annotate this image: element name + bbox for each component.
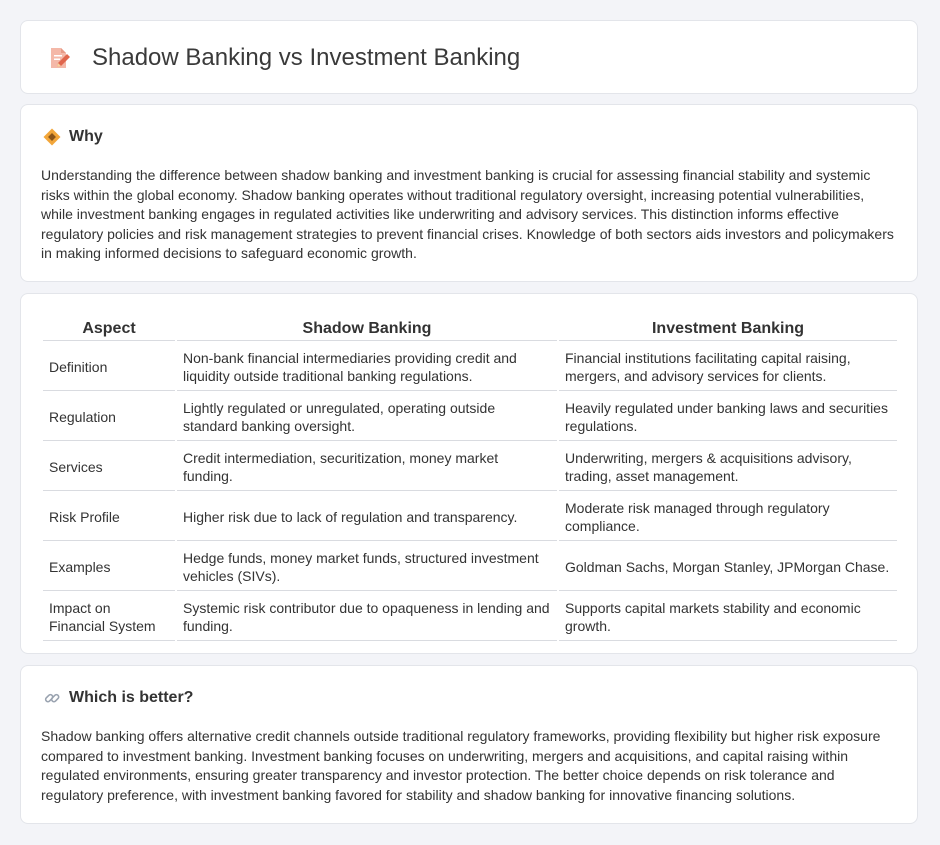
investment-cell: Supports capital markets stability and economic growth. — [559, 593, 897, 641]
why-text: Understanding the difference between shadow banking and investment banking is crucial for assessing financial stability and systemic risks within the global economy. Shadow banking operates without traditional regulatory oversight, increasing potential vulnerabilities, while investment banking engages in regulated activities like underwriting and advisory services. This distinction informs effective regulatory policies and risk management strategies to prevent financial crises. Knowledge of both sectors aids investors and policymakers in making informed decisions to safeguard economic growth. — [41, 167, 894, 262]
table-row — [43, 343, 897, 391]
investment-cell: Financial institutions facilitating capital raising, mergers, and advisory services for clients. — [559, 343, 897, 391]
why-title: Why — [69, 128, 103, 145]
aspect-cell: Impact on Financial System — [43, 593, 175, 641]
investment-cell: Underwriting, mergers & acquisitions advisory, trading, asset management. — [559, 443, 897, 491]
why-section — [20, 104, 918, 282]
comparison-table — [41, 316, 899, 643]
shadow-cell: Systemic risk contributor due to opaqueness in lending and funding. — [177, 593, 557, 641]
shadow-cell: Non-bank financial intermediaries providing credit and liquidity outside traditional banking regulations. — [177, 343, 557, 391]
investment-cell: Heavily regulated under banking laws and securities regulations. — [559, 393, 897, 441]
table-row — [43, 543, 897, 591]
shadow-cell: Higher risk due to lack of regulation and transparency. — [177, 493, 557, 541]
aspect-cell: Definition — [43, 343, 175, 391]
better-text: Shadow banking offers alternative credit channels outside traditional regulatory frameworks, providing flexibility but higher risk exposure compared to investment banking. Investment banking focuses on underwriting, mergers and acquisitions, and capital raising within regulated environments, ensuring greater transparency and investor protection. The better choice depends on risk tolerance and regulatory preference, with investment banking favored for stability and shadow banking for innovative financing solutions. — [41, 728, 881, 803]
investment-cell: Moderate risk managed through regulatory compliance. — [559, 493, 897, 541]
header-aspect: Aspect — [43, 318, 175, 341]
header-card — [20, 20, 918, 94]
header-investment-banking: Investment Banking — [559, 318, 897, 341]
comparison-card — [20, 293, 918, 654]
link-icon — [43, 689, 61, 707]
table-row — [43, 593, 897, 641]
better-title: Which is better? — [69, 689, 194, 706]
better-heading — [43, 688, 193, 708]
why-heading — [43, 127, 103, 147]
shadow-cell: Hedge funds, money market funds, structured investment vehicles (SIVs). — [177, 543, 557, 591]
aspect-cell: Examples — [43, 543, 175, 591]
table-header-row — [43, 318, 897, 341]
aspect-cell: Services — [43, 443, 175, 491]
shadow-cell: Lightly regulated or unregulated, operating outside standard banking oversight. — [177, 393, 557, 441]
aspect-cell: Risk Profile — [43, 493, 175, 541]
which-is-better-section — [20, 665, 918, 824]
table-row — [43, 493, 897, 541]
document-pencil-icon — [47, 46, 71, 70]
diamond-sign-icon — [43, 128, 61, 146]
shadow-cell: Credit intermediation, securitization, money market funding. — [177, 443, 557, 491]
investment-cell: Goldman Sachs, Morgan Stanley, JPMorgan Chase. — [559, 543, 897, 591]
table-row — [43, 393, 897, 441]
header-shadow-banking: Shadow Banking — [177, 318, 557, 341]
page-title: Shadow Banking vs Investment Banking — [92, 44, 521, 71]
aspect-cell: Regulation — [43, 393, 175, 441]
table-row — [43, 443, 897, 491]
